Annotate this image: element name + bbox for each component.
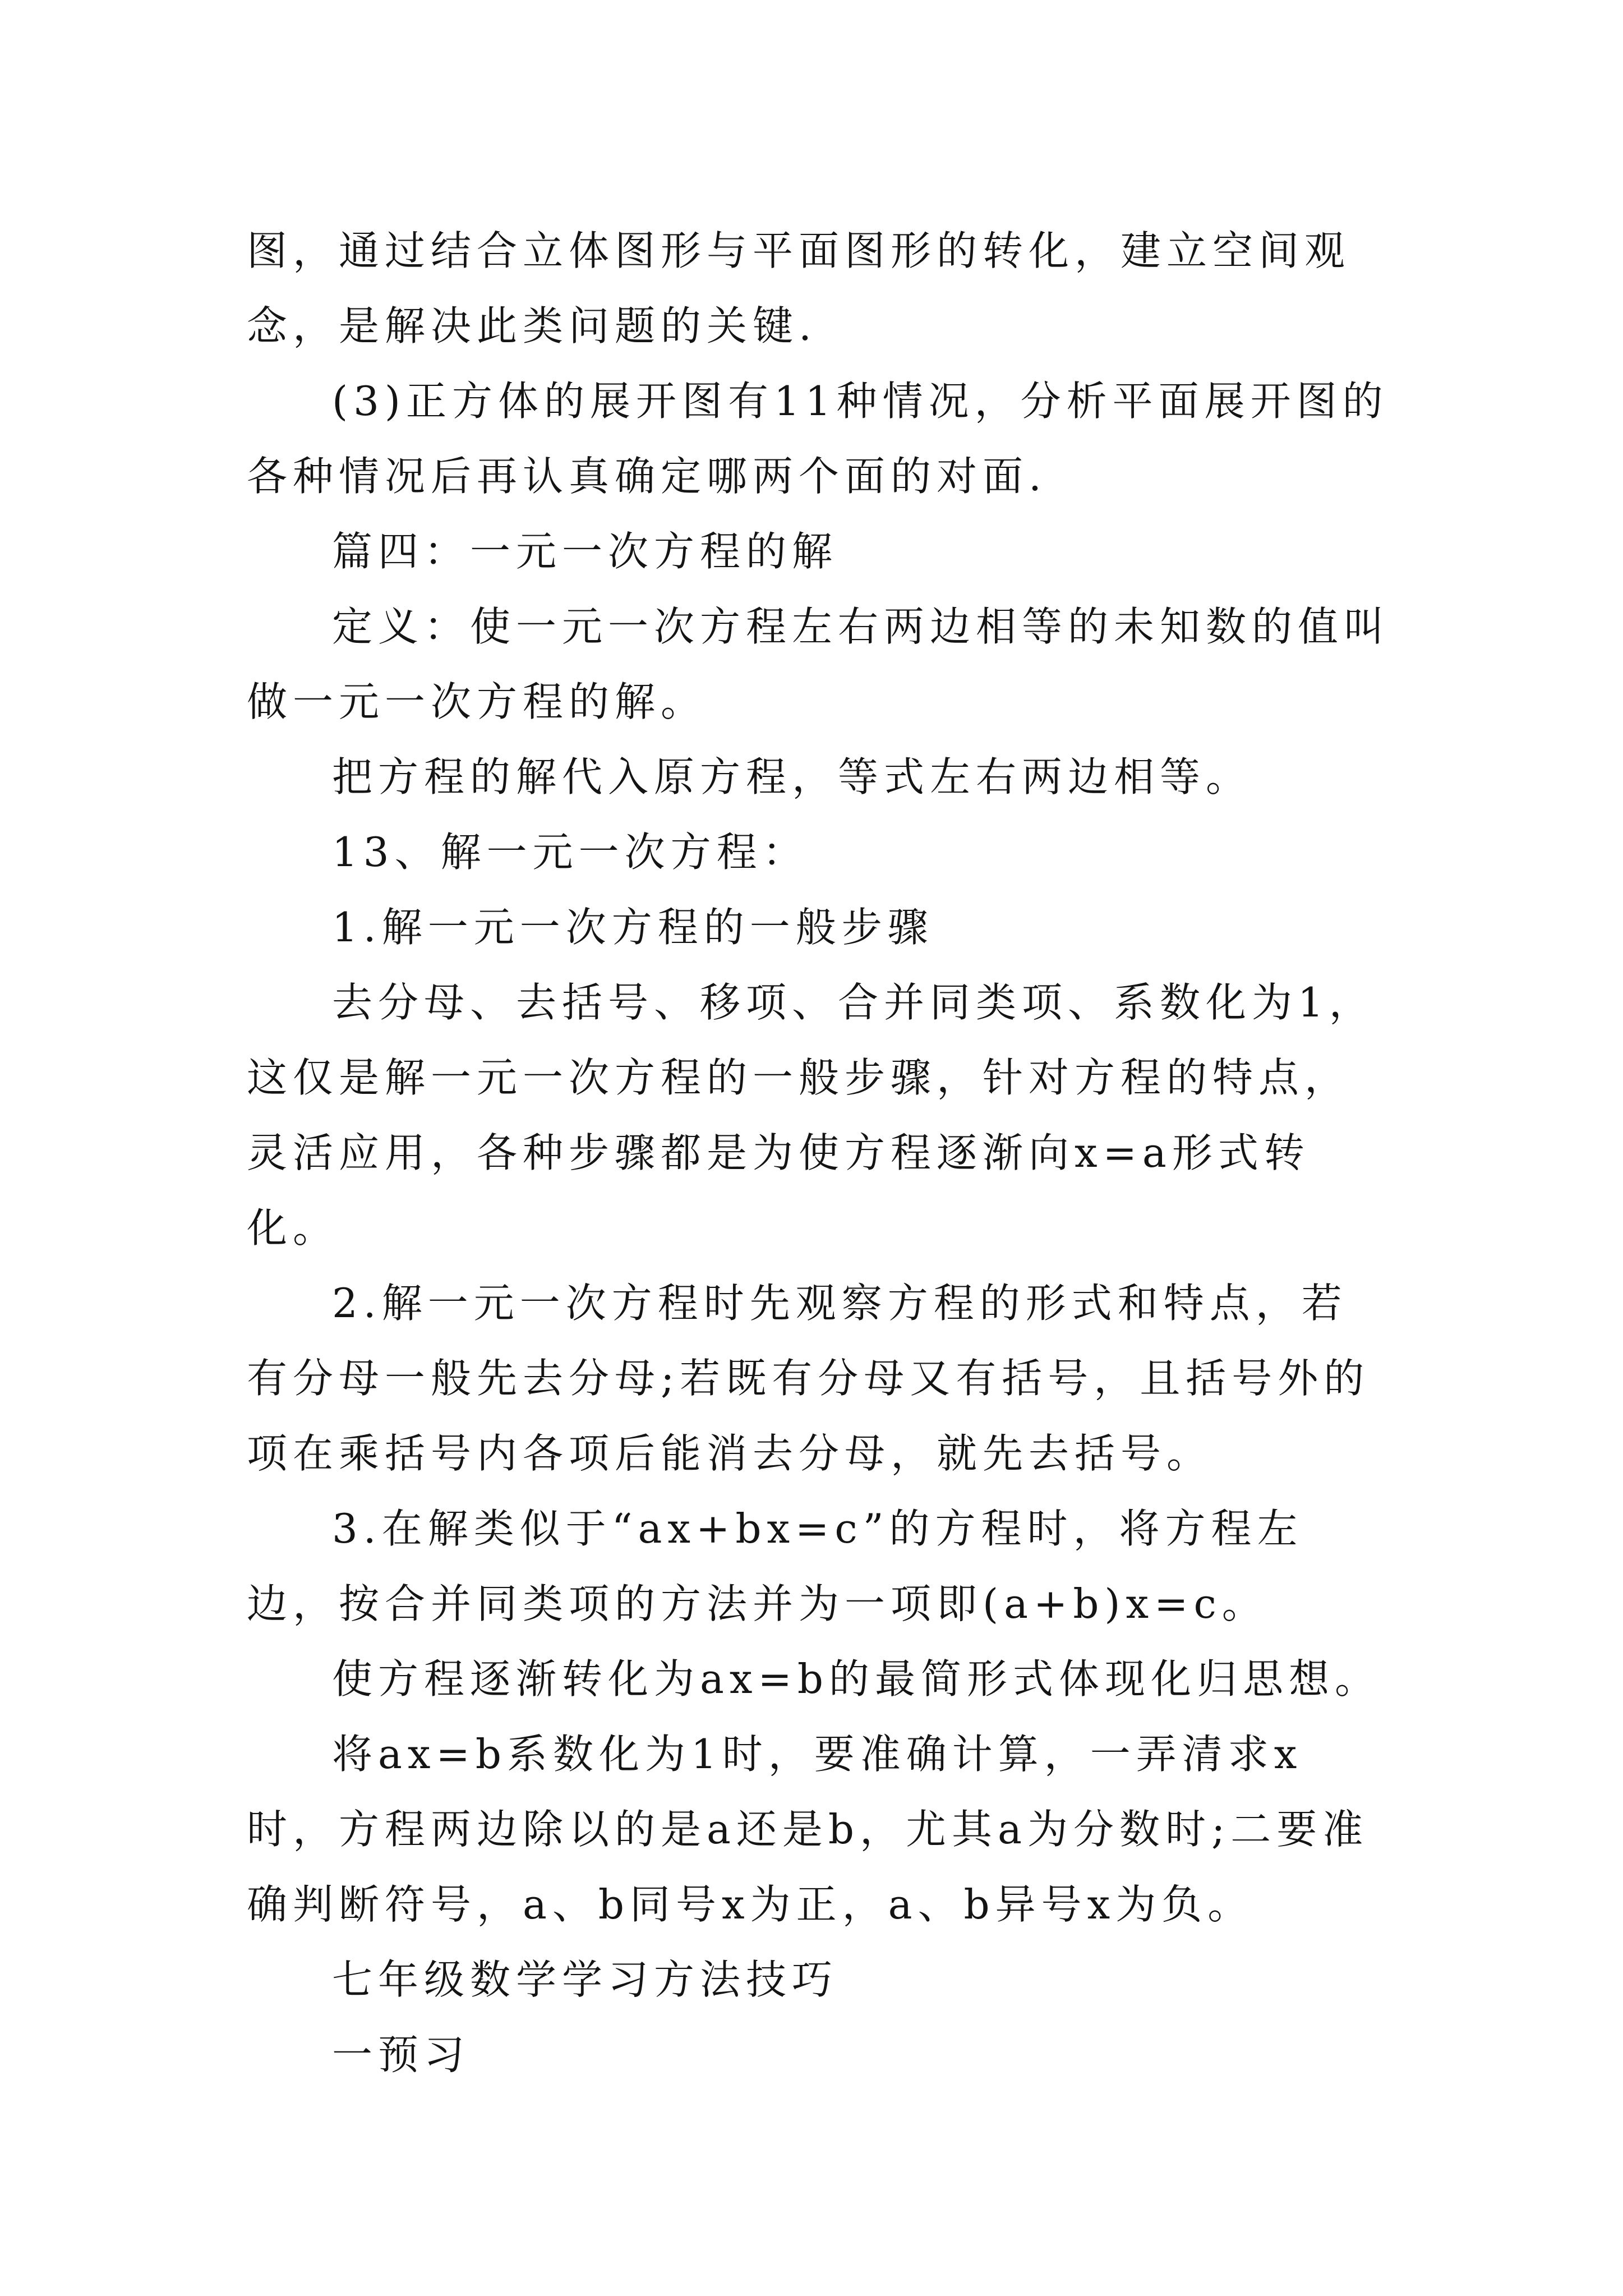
paragraph-definition: 定义：使一元一次方程左右两边相等的未知数的值叫做一元一次方程的解。 [247, 603, 1390, 725]
subheading-general-steps: 1.解一元一次方程的一般步骤 [332, 904, 934, 951]
heading-solve-linear-equation: 13、解一元一次方程： [332, 829, 809, 876]
paragraph-cube-nets: (3)正方体的展开图有11种情况，分析平面展开图的各种情况后再认真确定哪两个面的对面. [247, 378, 1389, 500]
paragraph-reduction-idea: 使方程逐渐转化为ax=b的最简形式体现化归思想。 [332, 1655, 1381, 1703]
document-body [247, 213, 1391, 2092]
paragraph-substitute-solution: 把方程的解代入原方程，等式左右两边相等。 [332, 753, 1252, 800]
section-heading-part-four: 篇四：一元一次方程的解 [332, 528, 838, 575]
paragraph-general-steps: 去分母、去括号、移项、合并同类项、系数化为1，这仅是解一元一次方程的一般步骤，针对方程的特点，灵活应用，各种步骤都是为使方程逐渐向x=a形式转化。 [247, 979, 1375, 1251]
paragraph-observe-form: 2.解一元一次方程时先观察方程的形式和特点，若有分母一般先去分母;若既有分母又有括号，且括号外的项在乘括号内各项后能消去分母，就先去括号。 [247, 1280, 1370, 1477]
paragraph-spatial-concept: 图，通过结合立体图形与平面图形的转化，建立空间观念，是解决此类问题的关键. [247, 227, 1351, 349]
paragraph-coefficient-to-one: 将ax=b系数化为1时，要准确计算，一弄清求x时，方程两边除以的是a还是b，尤其a为分数时;二要准确判断符号，a、b同号x为正，a、b异号x为负。 [247, 1731, 1369, 1928]
paragraph-combine-like-terms: 3.在解类似于“ax+bx=c”的方程时，将方程左边，按合并同类项的方法并为一项即(a+b)x=c。 [247, 1505, 1303, 1627]
heading-study-methods: 七年级数学学习方法技巧 [332, 1956, 838, 2003]
subheading-preview: 一预习 [332, 2031, 471, 2078]
